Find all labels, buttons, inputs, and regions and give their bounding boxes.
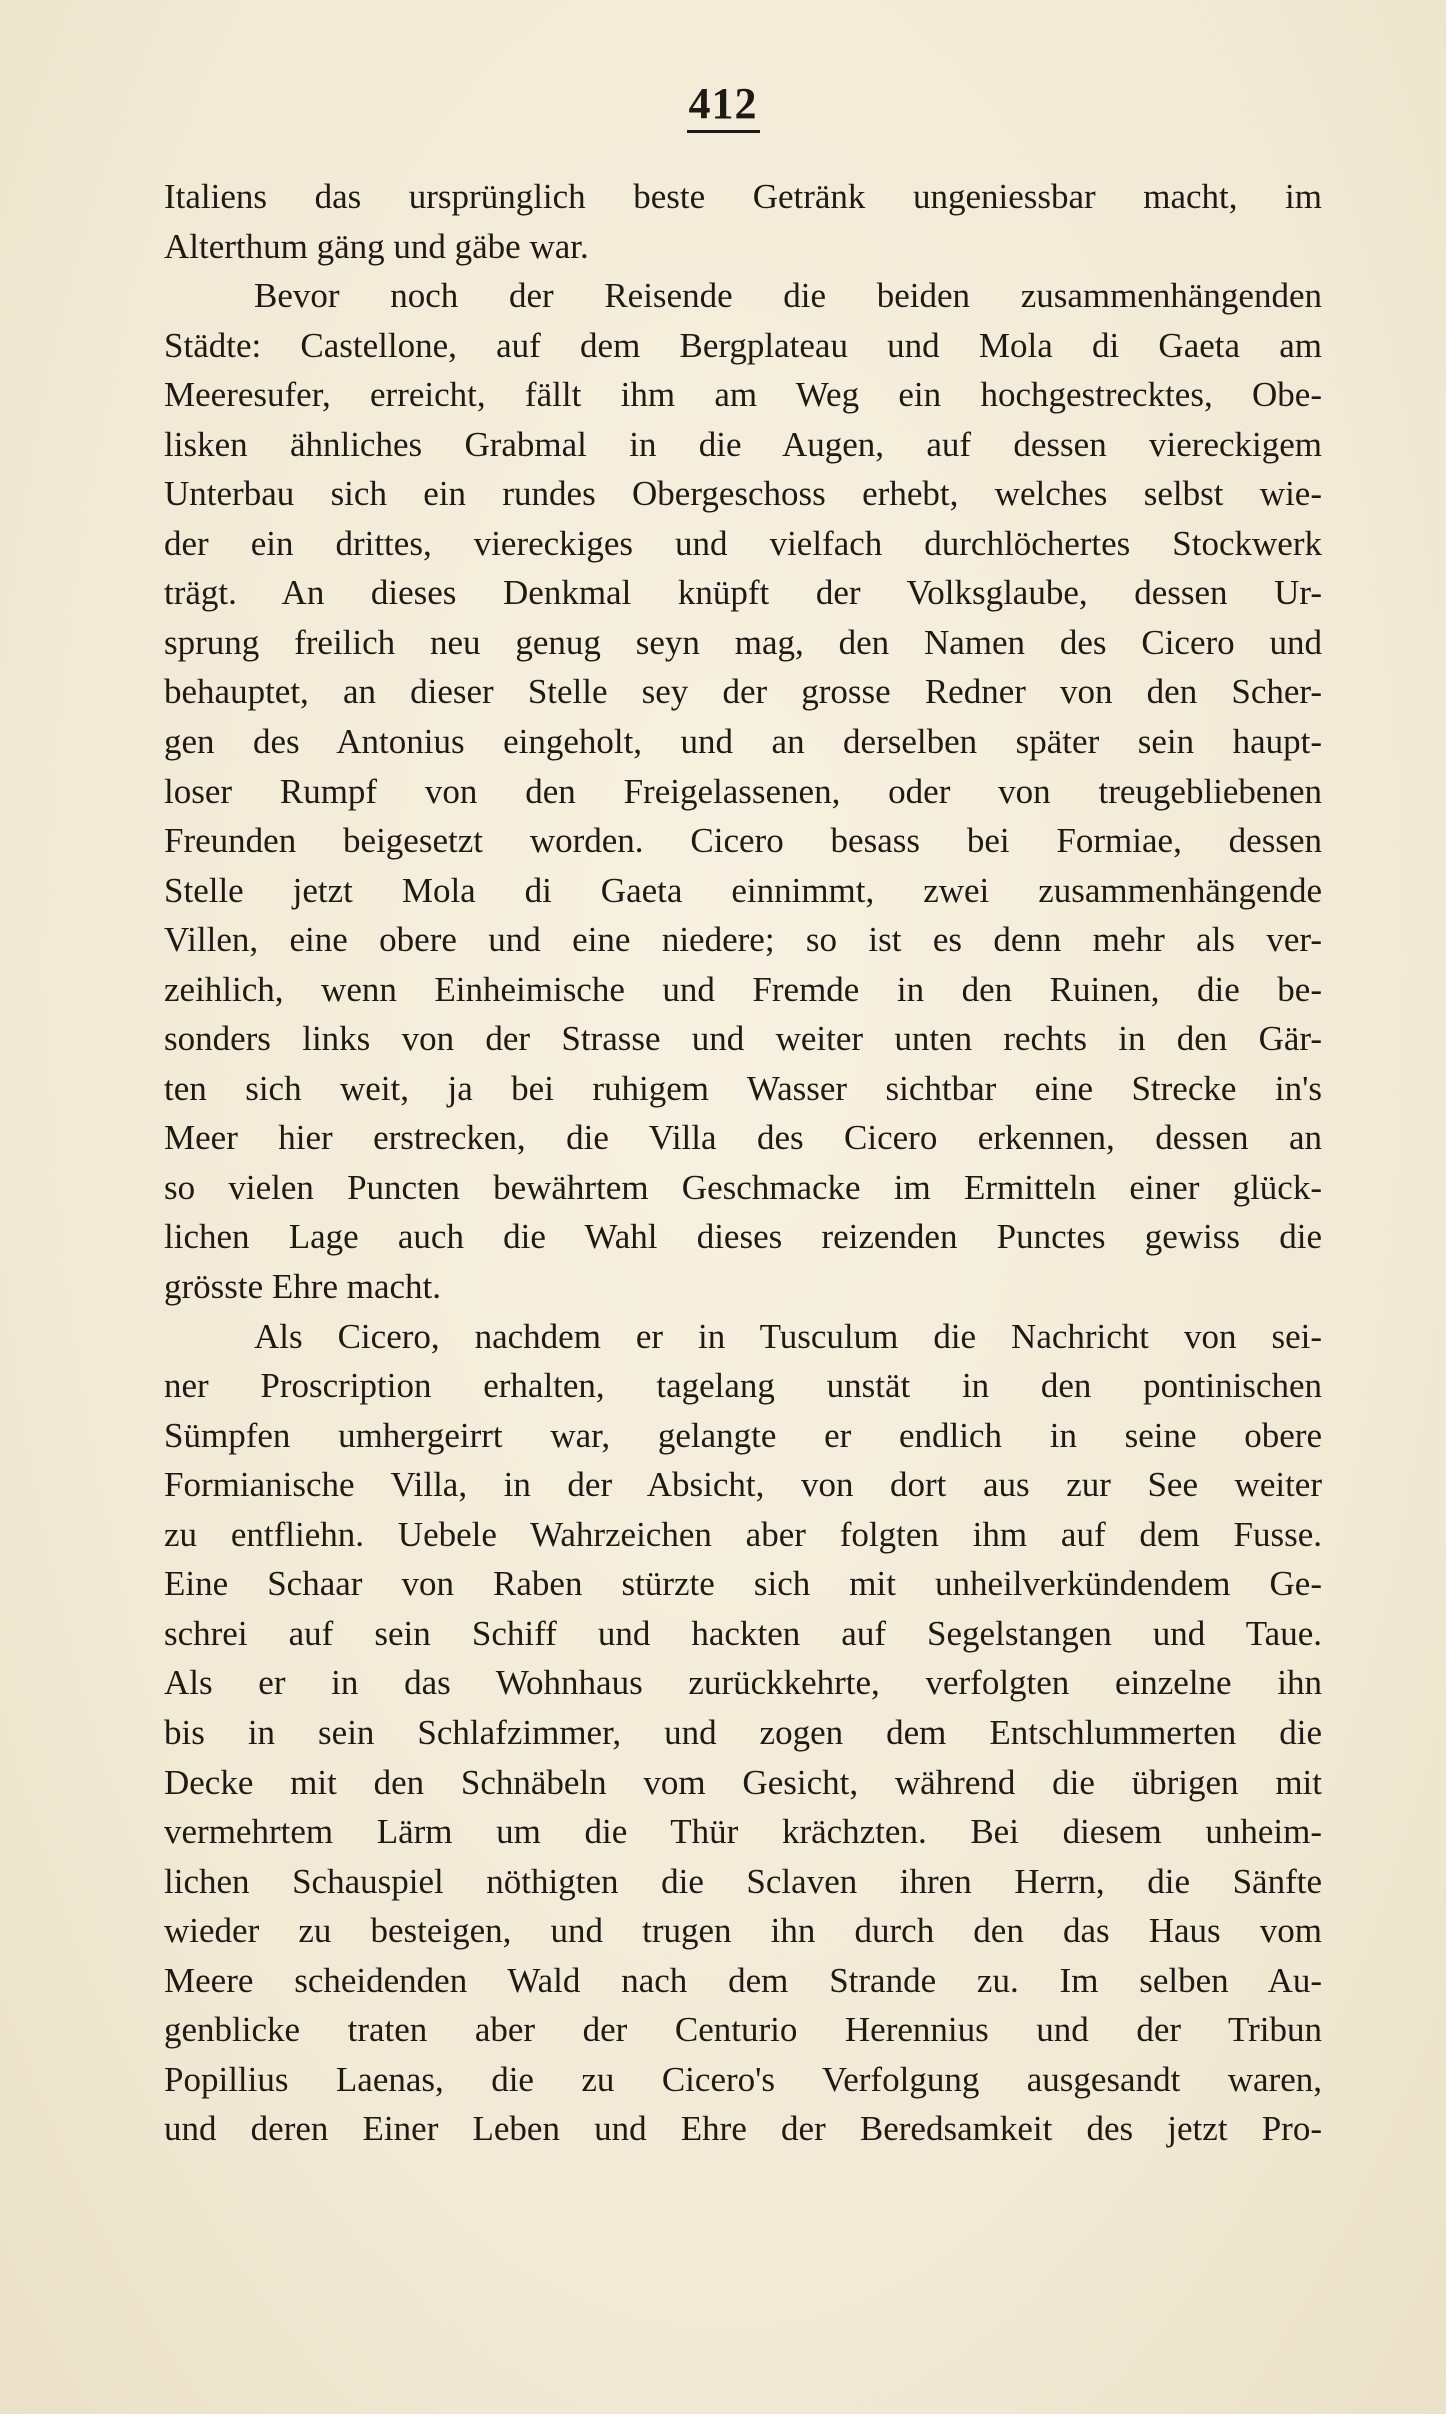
text-line: so vielen Puncten bewährtem Geschmacke im Ermitteln einer glück-	[164, 1167, 1322, 1207]
text-line: Eine Schaar von Raben stürzte sich mit unheilverkündendem Ge-	[164, 1564, 1322, 1604]
text-line: ten sich weit, ja bei ruhigem Wasser sichtbar eine Strecke in's	[164, 1068, 1322, 1108]
text-line: zeihlich, wenn Einheimische und Fremde in den Ruinen, die be-	[164, 969, 1322, 1009]
text-line: lisken ähnliches Grabmal in die Augen, auf dessen viereckigem	[164, 424, 1322, 464]
text-line: Als Cicero, nachdem er in Tusculum die Nachricht von sei-	[254, 1316, 1322, 1356]
text-line: zu entfliehn. Uebele Wahrzeichen aber folgten ihm auf dem Fusse.	[164, 1514, 1322, 1554]
text-line: Städte: Castellone, auf dem Bergplateau und Mola di Gaeta am	[164, 325, 1322, 365]
text-line: Stelle jetzt Mola di Gaeta einnimmt, zwei zusammenhängende	[164, 870, 1322, 910]
text-line: Sümpfen umhergeirrt war, gelangte er endlich in seine obere	[164, 1415, 1322, 1455]
text-line: wieder zu besteigen, und trugen ihn durch den das Haus vom	[164, 1911, 1322, 1951]
page-number: 412	[0, 78, 1446, 133]
text-line: behauptet, an dieser Stelle sey der grosse Redner von den Scher-	[164, 672, 1322, 712]
text-line: Meeresufer, erreicht, fällt ihm am Weg ein hochgestrecktes, Obe-	[164, 375, 1322, 415]
text-line: lichen Schauspiel nöthigten die Sclaven ihren Herrn, die Sänfte	[164, 1861, 1322, 1901]
text-line: Formianische Villa, in der Absicht, von dort aus zur See weiter	[164, 1465, 1322, 1505]
text-line: genblicke traten aber der Centurio Herennius und der Tribun	[164, 2010, 1322, 2050]
text-line: Meer hier erstrecken, die Villa des Cicero erkennen, dessen an	[164, 1118, 1322, 1158]
text-line: grösste Ehre macht.	[164, 1267, 441, 1307]
text-line: sprung freilich neu genug seyn mag, den Namen des Cicero und	[164, 622, 1322, 662]
text-line: und deren Einer Leben und Ehre der Beredsamkeit des jetzt Pro-	[164, 2109, 1322, 2149]
text-line: Unterbau sich ein rundes Obergeschoss erhebt, welches selbst wie-	[164, 474, 1322, 514]
text-line: Villen, eine obere und eine niedere; so ist es denn mehr als ver-	[164, 920, 1322, 960]
text-line: Popillius Laenas, die zu Cicero's Verfolgung ausgesandt waren,	[164, 2059, 1322, 2099]
text-line: Als er in das Wohnhaus zurückkehrte, verfolgten einzelne ihn	[164, 1663, 1322, 1703]
text-line: Italiens das ursprünglich beste Getränk ungeniessbar macht, im	[164, 177, 1322, 216]
text-line: Decke mit den Schnäbeln vom Gesicht, während die übrigen mit	[164, 1762, 1322, 1802]
text-line: Alterthum gäng und gäbe war.	[164, 226, 589, 266]
text-line: loser Rumpf von den Freigelassenen, oder von treugebliebenen	[164, 771, 1322, 811]
text-line: trägt. An dieses Denkmal knüpft der Volksglaube, dessen Ur-	[164, 573, 1322, 613]
text-line: der ein drittes, viereckiges und vielfach durchlöchertes Stockwerk	[164, 523, 1322, 563]
text-line: bis in sein Schlafzimmer, und zogen dem Entschlummerten die	[164, 1712, 1322, 1752]
text-line: lichen Lage auch die Wahl dieses reizenden Punctes gewiss die	[164, 1217, 1322, 1257]
text-line: sonders links von der Strasse und weiter unten rechts in den Gär-	[164, 1019, 1322, 1059]
text-line: gen des Antonius eingeholt, und an derselben später sein haupt-	[164, 722, 1322, 762]
text-line: Freunden beigesetzt worden. Cicero besass bei Formiae, dessen	[164, 821, 1322, 861]
body-text	[164, 172, 1322, 2154]
text-line: ner Proscription erhalten, tagelang unstät in den pontinischen	[164, 1366, 1322, 1406]
text-line: Meere scheidenden Wald nach dem Strande zu. Im selben Au-	[164, 1960, 1322, 2000]
text-line: Bevor noch der Reisende die beiden zusammenhängenden	[254, 276, 1322, 316]
text-line: schrei auf sein Schiff und hackten auf Segelstangen und Taue.	[164, 1613, 1322, 1653]
text-line: vermehrtem Lärm um die Thür krächzten. Bei diesem unheim-	[164, 1812, 1322, 1852]
